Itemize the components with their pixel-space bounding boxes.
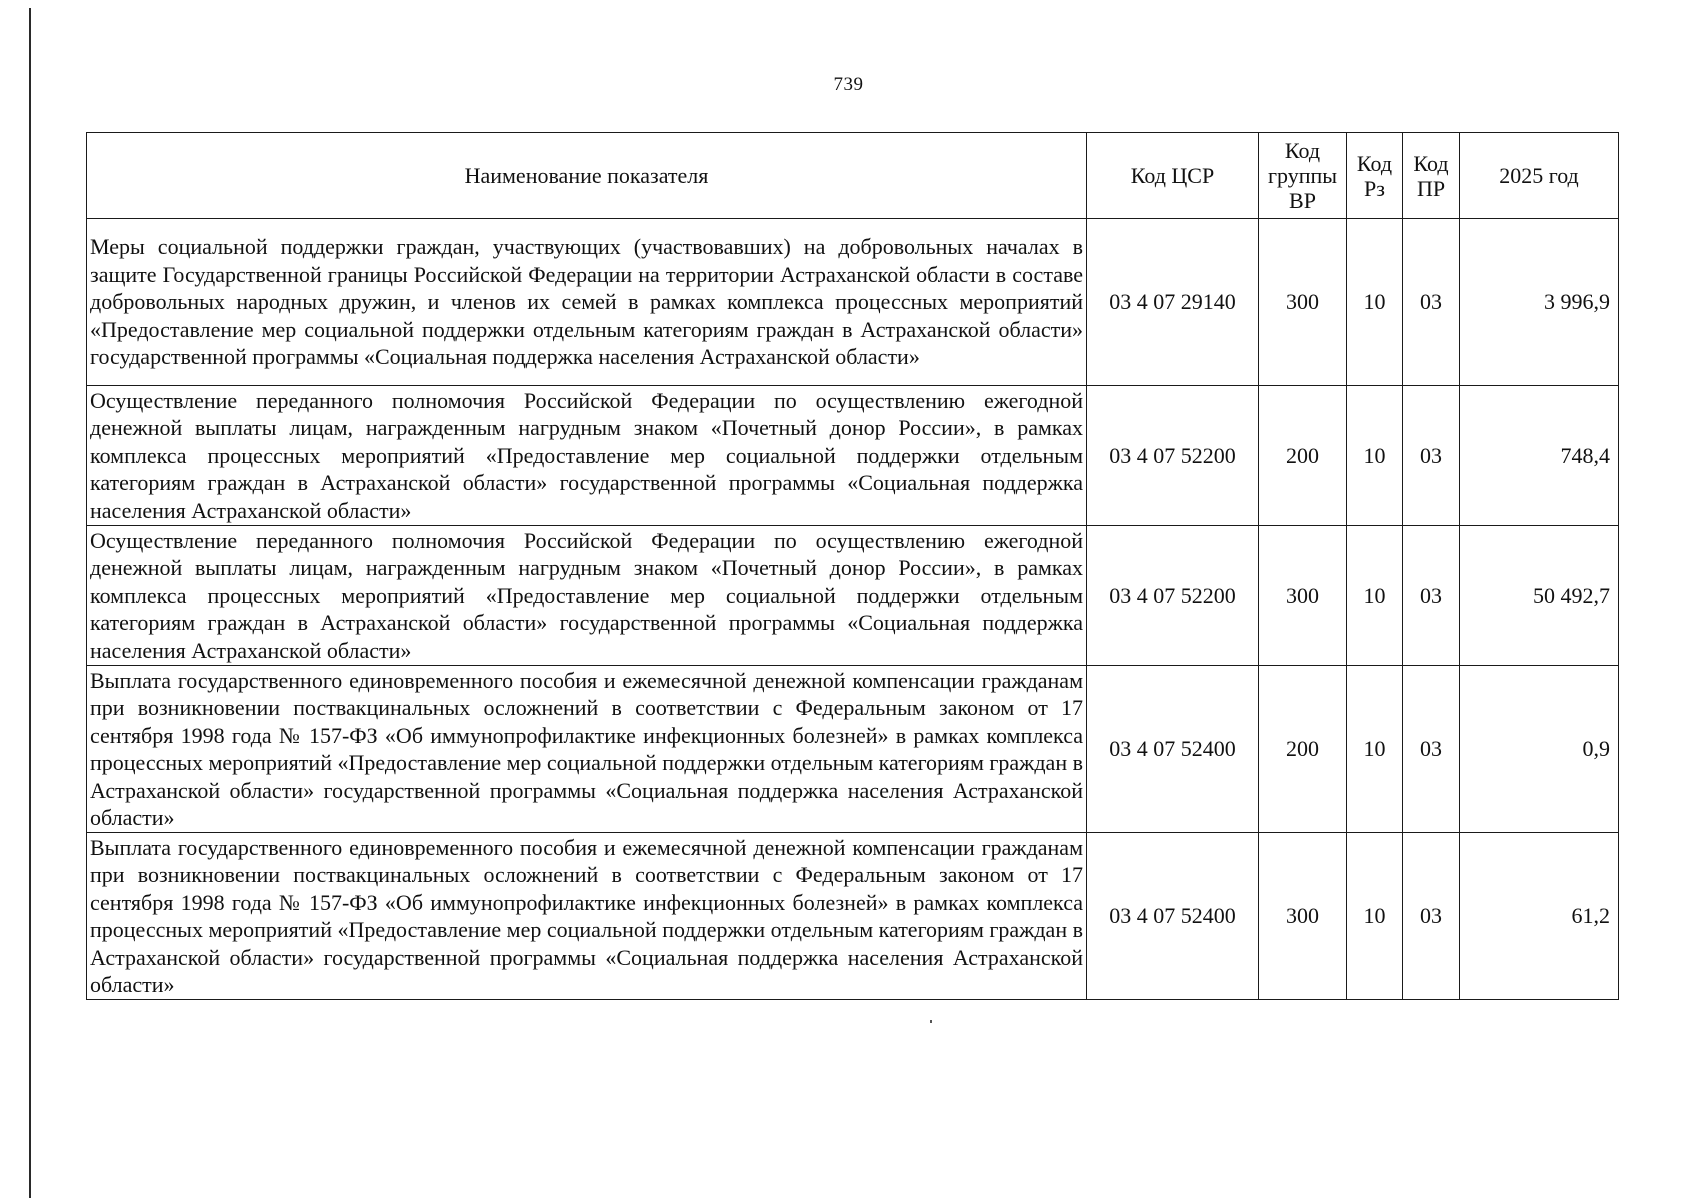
table-row <box>87 219 1619 386</box>
row-amount: 3 996,9 <box>1460 219 1619 386</box>
row-csr-code: 03 4 07 52400 <box>1087 666 1259 833</box>
row-vr-code: 300 <box>1259 219 1347 386</box>
header-vr-code: Код группы ВР <box>1259 133 1347 219</box>
row-pr-code: 03 <box>1403 219 1460 386</box>
scan-margin-line <box>29 8 31 1198</box>
row-csr-code: 03 4 07 29140 <box>1087 219 1259 386</box>
row-name: Осуществление переданного полномочия Российской Федерации по осуществлению ежегодной денежной выплаты лицам, награжденным нагрудным знаком «Почетный донор России», в рамках комплекса процессных мероприятий «Предоставление мер социальной поддержки отдельным категориям граждан в Астраханской области» государственной программы «Социальная поддержка населения Астраханской области» <box>87 526 1087 666</box>
header-row <box>87 133 1619 219</box>
header-rz-code: Код Рз <box>1347 133 1403 219</box>
table-row <box>87 386 1619 526</box>
table-row <box>87 666 1619 833</box>
row-amount: 748,4 <box>1460 386 1619 526</box>
header-csr-code: Код ЦСР <box>1087 133 1259 219</box>
row-pr-code: 03 <box>1403 386 1460 526</box>
row-amount: 50 492,7 <box>1460 526 1619 666</box>
row-csr-code: 03 4 07 52200 <box>1087 386 1259 526</box>
row-vr-code: 200 <box>1259 386 1347 526</box>
row-rz-code: 10 <box>1347 666 1403 833</box>
row-rz-code: 10 <box>1347 219 1403 386</box>
table-row <box>87 526 1619 666</box>
row-name: Меры социальной поддержки граждан, участвующих (участвовавших) на добровольных началах в защите Государственной границы Российской Федерации на территории Астраханской области в составе добровольных народных дружин, и членов их семей в рамках комплекса процессных мероприятий «Предоставление мер социальной поддержки отдельным категориям граждан в Астраханской области» государственной программы «Социальная поддержка населения Астраханской области» <box>87 219 1087 386</box>
header-year: 2025 год <box>1460 133 1619 219</box>
header-name: Наименование показателя <box>87 133 1087 219</box>
budget-table <box>86 132 1619 1000</box>
row-rz-code: 10 <box>1347 526 1403 666</box>
table-body <box>87 219 1619 1000</box>
table-row <box>87 833 1619 1000</box>
row-pr-code: 03 <box>1403 833 1460 1000</box>
row-name: Выплата государственного единовременного пособия и ежемесячной денежной компенсации гражданам при возникновении поствакцинальных осложнений в соответствии с Федеральным законом от 17 сентября 1998 года № 157-ФЗ «Об иммунопрофилактике инфекционных болезней» в рамках комплекса процессных мероприятий «Предоставление мер социальной поддержки отдельным категориям граждан в Астраханской области» государственной программы «Социальная поддержка населения Астраханской области» <box>87 833 1087 1000</box>
row-csr-code: 03 4 07 52400 <box>1087 833 1259 1000</box>
row-csr-code: 03 4 07 52200 <box>1087 526 1259 666</box>
row-rz-code: 10 <box>1347 833 1403 1000</box>
row-vr-code: 200 <box>1259 666 1347 833</box>
row-rz-code: 10 <box>1347 386 1403 526</box>
row-name: Выплата государственного единовременного пособия и ежемесячной денежной компенсации гражданам при возникновении поствакцинальных осложнений в соответствии с Федеральным законом от 17 сентября 1998 года № 157-ФЗ «Об иммунопрофилактике инфекционных болезней» в рамках комплекса процессных мероприятий «Предоставление мер социальной поддержки отдельным категориям граждан в Астраханской области» государственной программы «Социальная поддержка населения Астраханской области» <box>87 666 1087 833</box>
row-vr-code: 300 <box>1259 526 1347 666</box>
row-pr-code: 03 <box>1403 526 1460 666</box>
page-number: 739 <box>833 74 864 95</box>
table-header <box>87 133 1619 219</box>
header-pr-code: Код ПР <box>1403 133 1460 219</box>
scan-speck <box>930 1020 932 1023</box>
row-amount: 61,2 <box>1460 833 1619 1000</box>
row-amount: 0,9 <box>1460 666 1619 833</box>
row-pr-code: 03 <box>1403 666 1460 833</box>
row-vr-code: 300 <box>1259 833 1347 1000</box>
row-name: Осуществление переданного полномочия Российской Федерации по осуществлению ежегодной денежной выплаты лицам, награжденным нагрудным знаком «Почетный донор России», в рамках комплекса процессных мероприятий «Предоставление мер социальной поддержки отдельным категориям граждан в Астраханской области» государственной программы «Социальная поддержка населения Астраханской области» <box>87 386 1087 526</box>
